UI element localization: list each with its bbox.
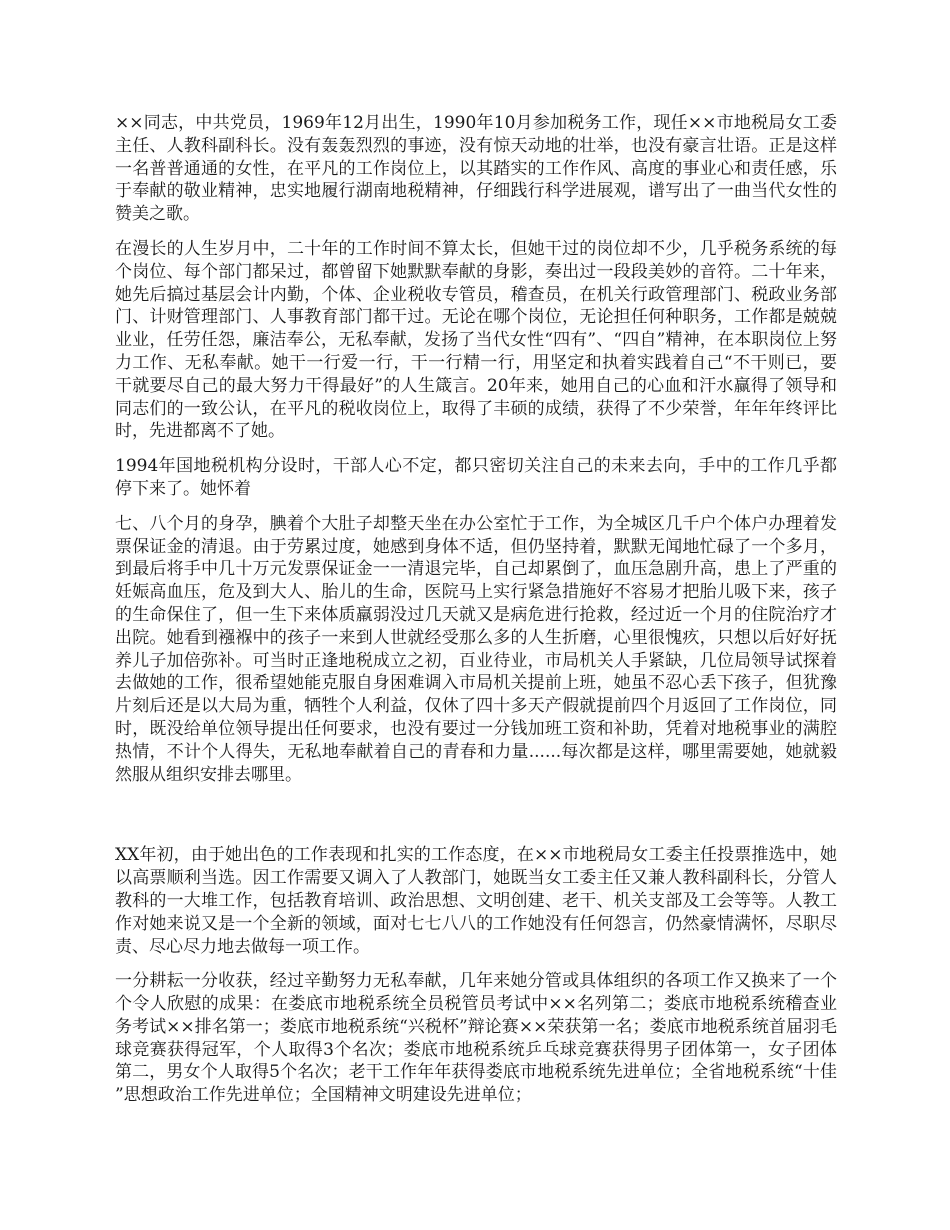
- paragraph-intro: ××同志，中共党员，1969年12月出生，1990年10月参加税务工作，现任××市地税局女工委主任、人教科副科长。没有轰轰烈烈的事迹，没有惊天动地的壮举，也没有豪言壮语。正是这样一名普普通通的女性，在平凡的工作岗位上，以其踏实的工作作风、高度的事业心和责任感，乐于奉献的敬业精神，忠实地履行湖南地税精神，仔细践行科学进展观，谱写出了一曲当代女性的赞美之歌。: [115, 113, 837, 225]
- paragraph-pregnancy: 七、八个月的身孕，腆着个大肚子却整天坐在办公室忙于工作，为全城区几千户个体户办理着发票保证金的清退。由于劳累过度，她感到身体不适，但仍坚持着，默默无闻地忙碌了一个多月，到最后将手中几十万元发票保证金一一清退完毕，自己却累倒了，血压急剧升高，患上了严重的妊娠高血压，危及到大人、胎儿的生命，医院马上实行紧急措施好不容易才把胎儿吸下来，孩子的生命保住了，但一生下来体质羸弱没过几天就又是病危进行抢救，经过近一个月的住院治疗才出院。她看到襁褓中的孩子一来到人世就经受那么多的人生折磨，心里很愧疚，只想以后好好抚养儿子加倍弥补。可当时正逢地税成立之初，百业待业，市局机关人手紧缺，几位局领导试探着去做她的工作，很希望她能克服自身困难调入市局机关提前上班，她虽不忍心丢下孩子，但犹豫片刻后还是以大局为重，牺牲个人利益，仅休了四十多天产假就提前四个月返回了工作岗位，同时，既没给单位领导提出任何要求，也没有要过一分钱加班工资和补助，凭着对地税事业的满腔热情，不计个人得失，无私地奉献着自己的青春和力量......每次都是这样，哪里需要她，她就毅然服从组织安排去哪里。: [115, 513, 837, 785]
- section-gap: [115, 798, 837, 844]
- paragraph-achievements: 一分耕耘一分收获，经过辛勤努力无私奉献，几年来她分管或具体组织的各项工作又换来了一个个令人欣慰的成果：在娄底市地税系统全员税管员考试中××名列第二；娄底市地税系统稽查业务考试××排名第一；娄底市地税系统“兴税杯”辩论赛××荣获第一名；娄底市地税系统首届羽毛球竞赛获得冠军，个人取得3个名次；娄底市地税系统乒乓球竞赛获得男子团体第一，女子团体第二，男女个人取得5个名次；老干工作年年获得娄底市地税系统先进单位；全省地税系统“十佳”思想政治工作先进单位；全国精神文明建设先进单位；: [115, 971, 837, 1106]
- paragraph-election: XX年初，由于她出色的工作表现和扎实的工作态度，在××市地税局女工委主任投票推选中，她以高票顺利当选。因工作需要又调入了人教部门，她既当女工委主任又兼人教科副科长，分管人教科的一大堆工作，包括教育培训、政治思想、文明创建、老干、机关支部及工会等等。人教工作对她来说又是一个全新的领域，面对七七八八的工作她没有任何怨言，仍然豪情满怀，尽职尽责、尽心尽力地去做每一项工作。: [115, 845, 837, 957]
- document-body: [115, 112, 837, 1119]
- paragraph-career: 在漫长的人生岁月中，二十年的工作时间不算太长，但她干过的岗位却不少，几乎税务系统的每个岗位、每个部门都呆过，都曾留下她默默奉献的身影，奏出过一段段美妙的音符。二十年来，她先后搞过基层会计内勤，个体、企业税收专管员，稽查员，在机关行政管理部门、税政业务部门、计财管理部门、人事教育部门都干过。无论在哪个岗位，无论担任何种职务，工作都是兢兢业业，任劳任怨，廉洁奉公，无私奉献，发扬了当代女性“四有”、“四自”精神，在本职岗位上努力工作、无私奉献。她干一行爱一行，干一行精一行，用坚定和执着实践着自己“不干则已，要干就要尽自己的最大努力干得最好”的人生箴言。20年来，她用自己的心血和汗水赢得了领导和同志们的一致公认，在平凡的税收岗位上，取得了丰硕的成绩，获得了不少荣誉，年年年终评比时，先进都离不了她。: [115, 238, 837, 442]
- paragraph-1994: 1994年国地税机构分设时，干部人心不定，都只密切关注自己的未来去向，手中的工作几乎都停下来了。她怀着: [115, 456, 837, 499]
